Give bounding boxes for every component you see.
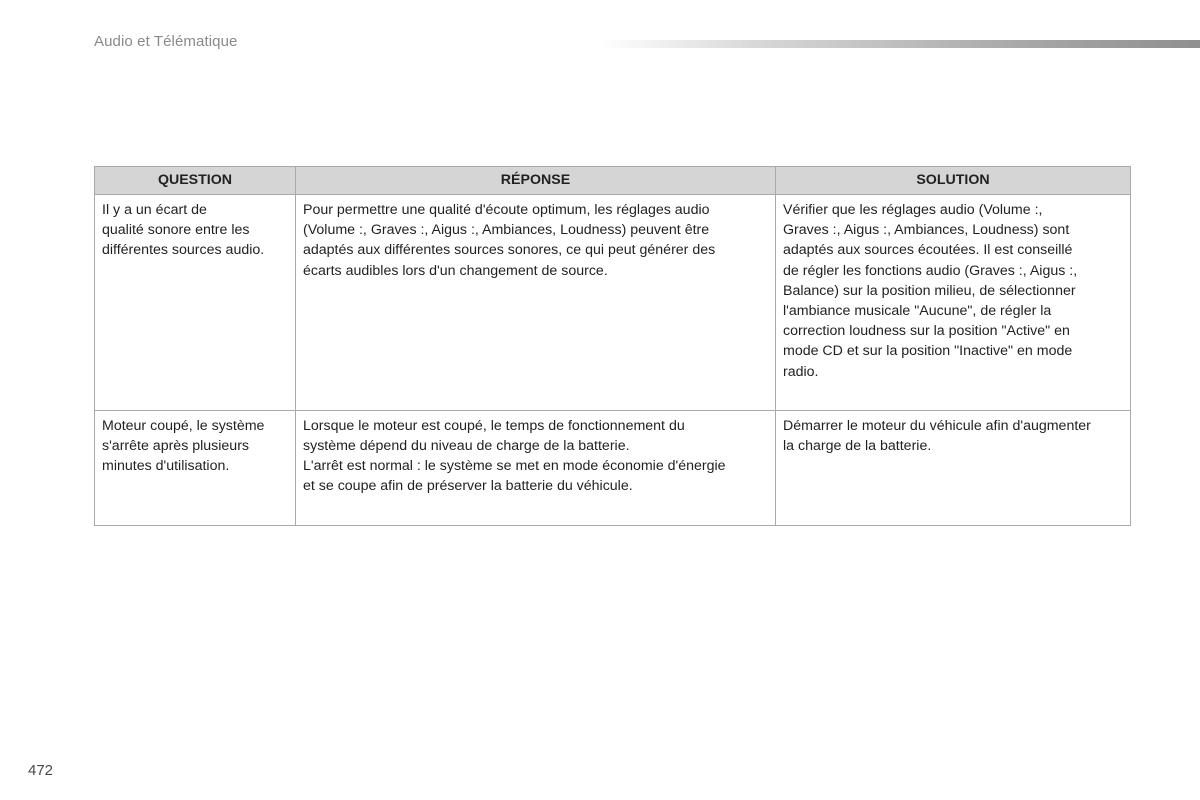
solution-cell bbox=[776, 410, 1131, 525]
answer-line: L'arrêt est normal : le système se met en mode économie d'énergie bbox=[303, 458, 726, 475]
solution-line: la charge de la batterie. bbox=[783, 438, 932, 455]
solution-line: radio. bbox=[783, 363, 819, 380]
table-row bbox=[95, 195, 1131, 411]
page-number: 472 bbox=[28, 762, 54, 779]
question-line: Moteur coupé, le système bbox=[102, 417, 265, 434]
answer-line: Lorsque le moteur est coupé, le temps de fonctionnement du bbox=[303, 417, 685, 434]
question-line: qualité sonore entre les bbox=[102, 222, 250, 239]
question-line: s'arrête après plusieurs bbox=[102, 438, 250, 455]
answer-line: (Volume :, Graves :, Aigus :, Ambiances, Loudness) peuvent être bbox=[303, 222, 710, 239]
question-cell bbox=[95, 195, 296, 411]
column-header-answer: RÉPONSE bbox=[296, 167, 776, 195]
table-row bbox=[95, 410, 1131, 525]
solution-line: Démarrer le moteur du véhicule afin d'augmenter bbox=[783, 417, 1091, 434]
solution-line: Graves :, Aigus :, Ambiances, Loudness) sont bbox=[783, 222, 1070, 239]
answer-line: écarts audibles lors d'un changement de source. bbox=[303, 262, 608, 279]
troubleshooting-table bbox=[94, 166, 1131, 526]
solution-cell bbox=[776, 195, 1131, 411]
column-header-solution: SOLUTION bbox=[776, 167, 1131, 195]
answer-line: Pour permettre une qualité d'écoute optimum, les réglages audio bbox=[303, 202, 710, 218]
question-line: Il y a un écart de bbox=[102, 202, 207, 218]
answer-line: système dépend du niveau de charge de la batterie. bbox=[303, 438, 630, 455]
section-title: Audio et Télématique bbox=[94, 33, 238, 50]
answer-cell bbox=[296, 195, 776, 411]
table-header-row bbox=[95, 167, 1131, 195]
solution-line: de régler les fonctions audio (Graves :, Aigus :, bbox=[783, 262, 1078, 279]
solution-line: Vérifier que les réglages audio (Volume :, bbox=[783, 202, 1043, 218]
solution-line: l'ambiance musicale "Aucune", de régler la bbox=[783, 303, 1052, 320]
question-line: minutes d'utilisation. bbox=[102, 458, 230, 475]
solution-line: correction loudness sur la position "Active" en bbox=[783, 323, 1070, 340]
answer-line: et se coupe afin de préserver la batterie du véhicule. bbox=[303, 478, 633, 495]
answer-cell bbox=[296, 410, 776, 525]
solution-line: Balance) sur la position milieu, de sélectionner bbox=[783, 282, 1076, 299]
solution-line: adaptés aux sources écoutées. Il est conseillé bbox=[783, 242, 1073, 259]
solution-line: mode CD et sur la position "Inactive" en mode bbox=[783, 343, 1073, 360]
answer-line: adaptés aux différentes sources sonores, ce qui peut générer des bbox=[303, 242, 716, 259]
question-line: différentes sources audio. bbox=[102, 242, 265, 259]
column-header-question: QUESTION bbox=[95, 167, 296, 195]
header-gradient-bar bbox=[600, 40, 1200, 48]
question-cell bbox=[95, 410, 296, 525]
